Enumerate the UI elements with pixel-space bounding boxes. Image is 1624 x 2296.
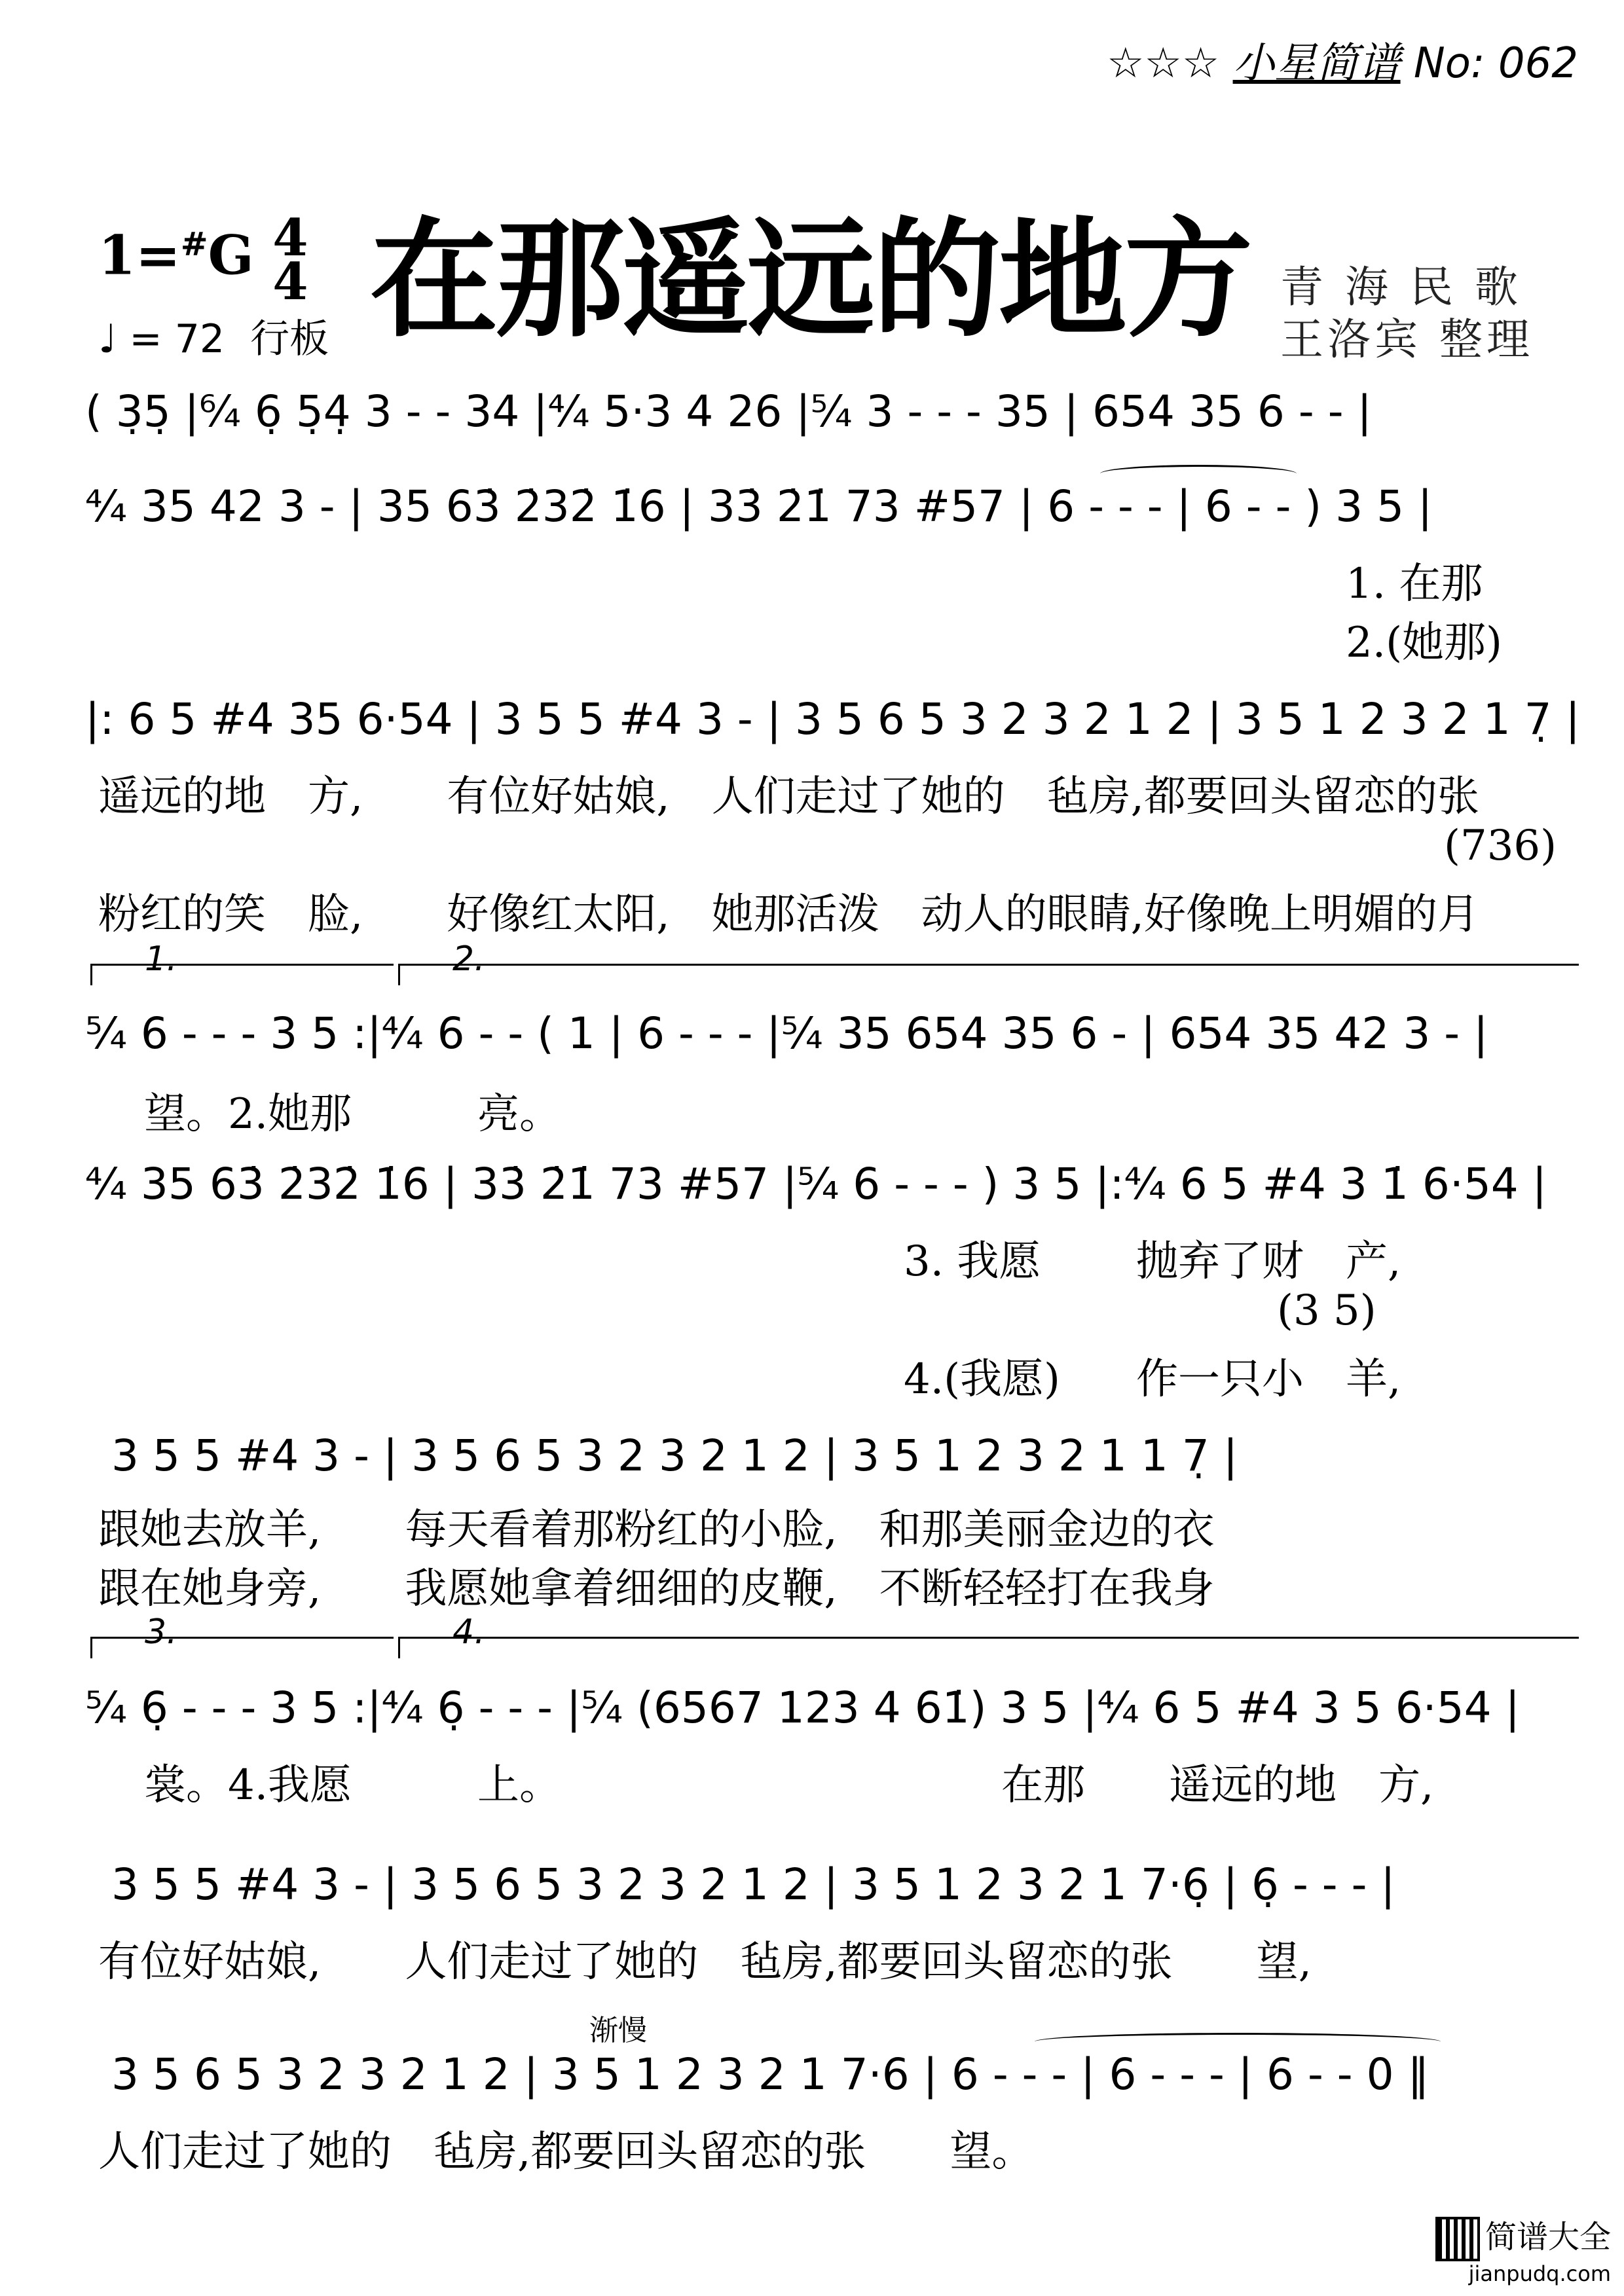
logo-site: jianpudq.com (1468, 2261, 1611, 2286)
volta-bracket-4: 4. (398, 1637, 1579, 1658)
tempo-value: = 72 (129, 316, 225, 362)
verse-mark: 4.(我愿) (904, 1355, 1060, 1404)
lyric-line: 遥远的地 方, 有位好姑娘, 人们走过了她的 毡房,都要回头留恋的张 (98, 773, 1480, 821)
key-note: G (208, 224, 254, 287)
brand-name: 小星简谱 (1232, 39, 1401, 88)
lyric-line: 有位好姑娘, 人们走过了她的 毡房,都要回头留恋的张 望, (98, 1938, 1312, 1986)
verse-mark: 3. 我愿 (904, 1237, 1041, 1286)
score-row: |: 6 5 #4 35 6·54 | 3 5 5 #4 3 - | 3 5 6 5 3 2 3 2 1 2 | 3 5 1 2 3 2 1 7̣ | (85, 694, 1580, 744)
lyric-line: 跟她去放羊, 每天看着那粉红的小脸, 和那美丽金边的衣 (98, 1506, 1215, 1554)
tempo-marking: 渐慢 (589, 2014, 647, 2047)
verse-mark: 2.(她那) (1346, 619, 1502, 667)
time-top: 4 (272, 208, 308, 268)
time-bottom: 4 (272, 252, 308, 312)
verse-mark: 1. 在那 (1346, 560, 1483, 608)
site-logo (1435, 2212, 1611, 2286)
score-row: ⁵⁄₄ 6̣ - - - 3 5 :|⁴⁄₄ 6̣ - - - |⁵⁄₄ (6567 123 4 61̇) 3 5 |⁴⁄₄ 6 5 #4 3 5 6·54 | (85, 1683, 1520, 1733)
quarter-note-icon: ♩ (98, 316, 117, 362)
key-signature (98, 208, 308, 312)
lyric-line: 裳。4.我愿 上。 在那 遥远的地 方, (144, 1761, 1434, 1810)
score-number: No: 062 (1413, 39, 1578, 88)
score-row: 3 5 6 5 3 2 3 2 1 2 | 3 5 1 2 3 2 1 7·6 | 6 - - - | 6 - - - | 6 - - 0 ‖ (111, 2049, 1430, 2100)
verse-lyric: 抛弃了财 产, (1136, 1237, 1401, 1286)
score-row: 3 5 5 #4 3 - | 3 5 6 5 3 2 3 2 1 2 | 3 5 1 2 3 2 1 7·6̣ | 6̣ - - - | (111, 1859, 1395, 1910)
verse-lyric: 作一只小 羊, (1136, 1355, 1401, 1404)
score-row: ⁴⁄₄ 35 42 3 - | 35 63̇ 2̇32̇ 1̇6 | 33̇ 2̇1̇ 73 #57 | 6 - - - | 6 - - ) 3 5 | (85, 481, 1433, 532)
key-prefix: 1= (98, 224, 181, 287)
tempo-mark: 行板 (250, 316, 329, 362)
score-row: ⁴⁄₄ 35 63̇ 2̇32̇ 1̇6 | 33̇ 2̇1̇ 73 #57 |⁵⁄₄ 6 - - - ) 3 5 |:⁴⁄₄ 6 5 #4 3 1̇ 6·54 | (85, 1159, 1547, 1209)
key-sharp: # (180, 225, 208, 264)
tie-mark (1035, 2033, 1441, 2050)
song-origin: 青 海 民 歌 (1280, 262, 1522, 312)
volta-bracket-1: 1. (90, 964, 394, 985)
score-row: 3 5 5 #4 3 - | 3 5 6 5 3 2 3 2 1 2 | 3 5 1 2 3 2 1 1 7̣ | (111, 1430, 1238, 1481)
brand-line (1107, 29, 1578, 90)
logo-name: 简谱大全 (1485, 2219, 1611, 2255)
score-row: ( 3̣5̣ |⁶⁄₄ 6̣ 5̣4̣ 3 - - 34 |⁴⁄₄ 5·3 4 26 |⁵⁄₄ 3 - - - 35 | 654 35 6 - - | (85, 386, 1372, 437)
lyric-line: 望。2.她那 亮。 (144, 1090, 562, 1139)
song-title: 在那遥远的地方 (370, 204, 1251, 355)
tie-mark (1100, 465, 1297, 483)
volta-bracket-2: 2. (398, 964, 1579, 985)
lyric-line: 跟在她身旁, 我愿她拿着细细的皮鞭, 不断轻轻打在我身 (98, 1565, 1215, 1613)
lyric-line: 粉红的笑 脸, 好像红太阳, 她那活泼 动人的眼睛,好像晚上明媚的月 (98, 890, 1480, 939)
tempo (98, 308, 329, 364)
score-row: ⁵⁄₄ 6 - - - 3 5 :|⁴⁄₄ 6 - - ( 1 | 6 - - - |⁵⁄₄ 35 654 35 6 - | 654 35 42 3 - | (85, 1008, 1488, 1059)
song-arranger: 王洛宾 整理 (1280, 314, 1534, 365)
lyric-line: 人们走过了她的 毡房,都要回头留恋的张 望。 (98, 2128, 1034, 2176)
alt-notes: (736) (1444, 822, 1557, 870)
volta-bracket-3: 3. (90, 1637, 394, 1658)
piano-keys-icon (1435, 2217, 1480, 2261)
brand-stars: ☆☆☆ (1107, 39, 1220, 88)
time-signature (272, 208, 308, 312)
alt-notes: (3 5) (1277, 1286, 1376, 1335)
